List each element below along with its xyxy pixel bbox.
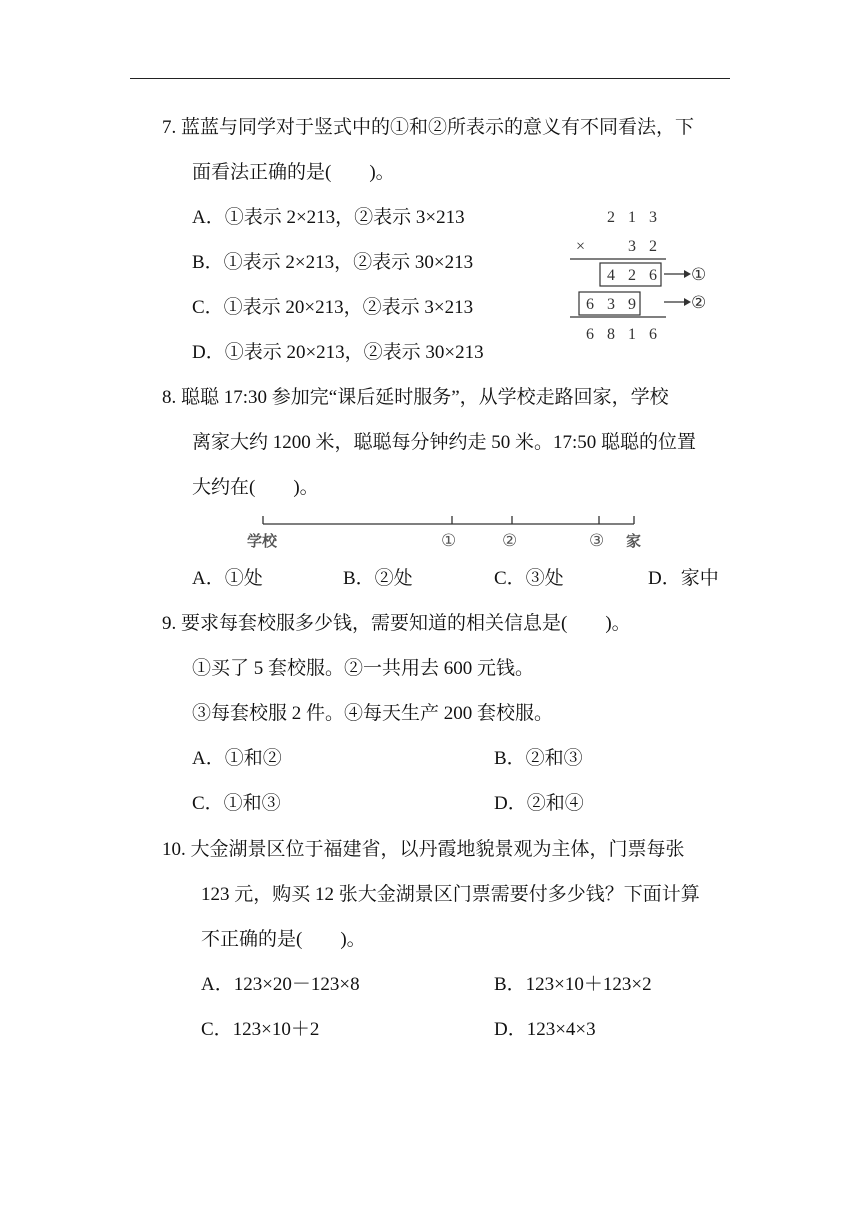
multiplicand-digit: 2	[607, 209, 615, 226]
marker-1: ①	[691, 265, 707, 284]
q7-stem-line2: 面看法正确的是( )。	[192, 162, 395, 183]
label-point-3: ③	[589, 531, 605, 550]
multiplier-digit: 2	[649, 238, 657, 255]
q9-option-a[interactable]: A．①和②	[192, 748, 282, 769]
partial-product-2-digit: 3	[607, 296, 615, 313]
multiplicand-digit: 1	[628, 209, 636, 226]
partial-product-2-digit: 9	[628, 296, 636, 313]
q8-stem-line2: 离家大约 1200 米，聪聪每分钟约走 50 米。17:50 聪聪的位置	[192, 432, 697, 453]
q8-option-c[interactable]: C．③处	[494, 568, 564, 589]
result-digit: 1	[628, 326, 636, 343]
label-school: 学校	[247, 534, 278, 550]
arrow-2-head	[684, 298, 691, 306]
partial-product-1-digit: 6	[649, 267, 657, 284]
result-digit: 6	[649, 326, 657, 343]
q7-stem-line1: 7. 蓝蓝与同学对于竖式中的①和②所表示的意义有不同看法，下	[162, 117, 695, 138]
q10-option-b[interactable]: B．123×10＋123×2	[494, 974, 652, 995]
marker-2: ②	[691, 293, 707, 312]
q8-stem-line3: 大约在( )。	[192, 477, 319, 498]
q10-option-a[interactable]: A．123×20－123×8	[201, 974, 360, 995]
q10-option-c[interactable]: C．123×10＋2	[201, 1019, 320, 1040]
multiplier-digit: 3	[628, 238, 636, 255]
q10-stem-line3: 不正确的是( )。	[201, 929, 366, 950]
header-rule	[130, 78, 730, 79]
result-digit: 8	[607, 326, 615, 343]
q9-stem: 9. 要求每套校服多少钱，需要知道的相关信息是( )。	[162, 613, 631, 634]
label-point-1: ①	[441, 531, 457, 550]
partial-product-1-digit: 2	[628, 267, 636, 284]
q9-info-line2: ③每套校服 2 件。④每天生产 200 套校服。	[192, 703, 554, 724]
result-digit: 6	[586, 326, 594, 343]
q10-stem-line2: 123 元，购买 12 张大金湖景区门票需要付多少钱？下面计算	[201, 884, 700, 905]
q9-info-line1: ①买了 5 套校服。②一共用去 600 元钱。	[192, 658, 535, 679]
multiply-sign: ×	[576, 238, 586, 255]
q7-option-a[interactable]: A．①表示 2×213，②表示 3×213	[192, 207, 465, 228]
route-number-line	[240, 510, 660, 554]
q8-option-a[interactable]: A．①处	[192, 568, 263, 589]
q8-option-d[interactable]: D．家中	[648, 568, 719, 589]
q9-option-d[interactable]: D．②和④	[494, 793, 584, 814]
partial-product-1-digit: 4	[607, 267, 615, 284]
partial-product-2-digit: 6	[586, 296, 594, 313]
q10-option-d[interactable]: D．123×4×3	[494, 1019, 596, 1040]
q7-option-d[interactable]: D．①表示 20×213，②表示 30×213	[192, 342, 484, 363]
q9-option-c[interactable]: C．①和③	[192, 793, 281, 814]
q7-option-b[interactable]: B．①表示 2×213，②表示 30×213	[192, 252, 474, 273]
arrow-1-head	[684, 270, 691, 278]
q9-option-b[interactable]: B．②和③	[494, 748, 583, 769]
label-point-2: ②	[502, 531, 518, 550]
q8-stem-line1: 8. 聪聪 17:30 参加完“课后延时服务”，从学校走路回家，学校	[162, 387, 669, 408]
label-home: 家	[626, 534, 642, 550]
vertical-multiplication-figure	[560, 200, 730, 350]
q10-stem-line1: 10. 大金湖景区位于福建省，以丹霞地貌景观为主体，门票每张	[162, 839, 685, 860]
q8-option-b[interactable]: B．②处	[343, 568, 413, 589]
multiplicand-digit: 3	[649, 209, 657, 226]
q7-option-c[interactable]: C．①表示 20×213，②表示 3×213	[192, 297, 474, 318]
